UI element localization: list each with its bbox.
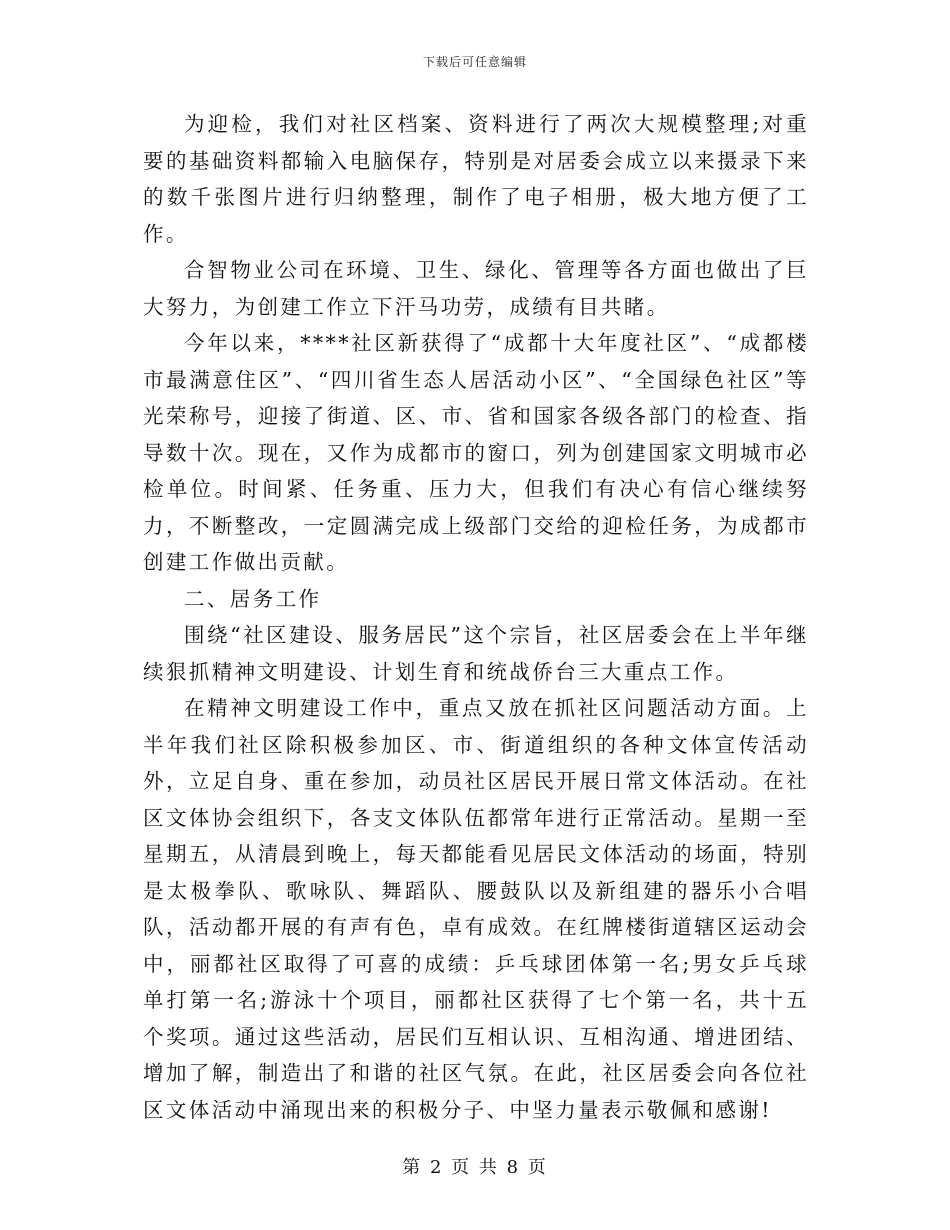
section-heading-residential-affairs: 二、居务工作: [184, 586, 322, 611]
document-body: [143, 106, 809, 1128]
paragraph-property-company: 合智物业公司在环境、卫生、绿化、管理等各方面也做出了巨大努力，为创建工作立下汗马功劳，成绩有目共睹。: [143, 258, 809, 319]
page-header-note: 下载后可任意编辑: [422, 55, 527, 69]
paragraph-honors: 今年以来，****社区新获得了“成都十大年度社区”、“成都楼市最满意住区”、“四川省生态人居活动小区”、“全国绿色社区”等光荣称号，迎接了街道、区、市、省和国家各级各部门的检查、指导数十次。现在，又作为成都市的窗口，列为创建国家文明城市必检单位。时间紧、任务重、压力大，但我们有决心有信心继续努力，不断整改，一定圆满完成上级部门交给的迎检任务，为成都市创建工作做出贡献。: [143, 331, 809, 574]
paragraph-archive-organization: 为迎检，我们对社区档案、资料进行了两次大规模整理;对重要的基础资料都输入电脑保存，特别是对居委会成立以来摄录下来的数千张图片进行归纳整理，制作了电子相册，极大地方便了工作。: [143, 112, 809, 246]
paragraph-key-work: 围绕“社区建设、服务居民”这个宗旨，社区居委会在上半年继续狠抓精神文明建设、计划生育和统战侨台三大重点工作。: [143, 623, 809, 684]
paragraph-cultural-activities: 在精神文明建设工作中，重点又放在抓社区问题活动方面。上半年我们社区除积极参加区、市、街道组织的各种文体宣传活动外，立足自身、重在参加，动员社区居民开展日常文体活动。在社区文体协会组织下，各支文体队伍都常年进行正常活动。星期一至星期五，从清晨到晚上，每天都能看见居民文体活动的场面，特别是太极拳队、歌咏队、舞蹈队、腰鼓队以及新组建的器乐小合唱队，活动都开展的有声有色，卓有成效。在红牌楼街道辖区运动会中，丽都社区取得了可喜的成绩：乒乓球团体第一名;男女乒乓球单打第一名;游泳十个项目，丽都社区获得了七个第一名，共十五个奖项。通过这些活动，居民们互相认识、互相沟通、增进团结、增加了解，制造出了和谐的社区气氛。在此，社区居委会向各位社区文体活动中涌现出来的积极分子、中坚力量表示敬佩和感谢!: [143, 696, 809, 1122]
page-number: 第 2 页 共 8 页: [402, 1157, 548, 1178]
